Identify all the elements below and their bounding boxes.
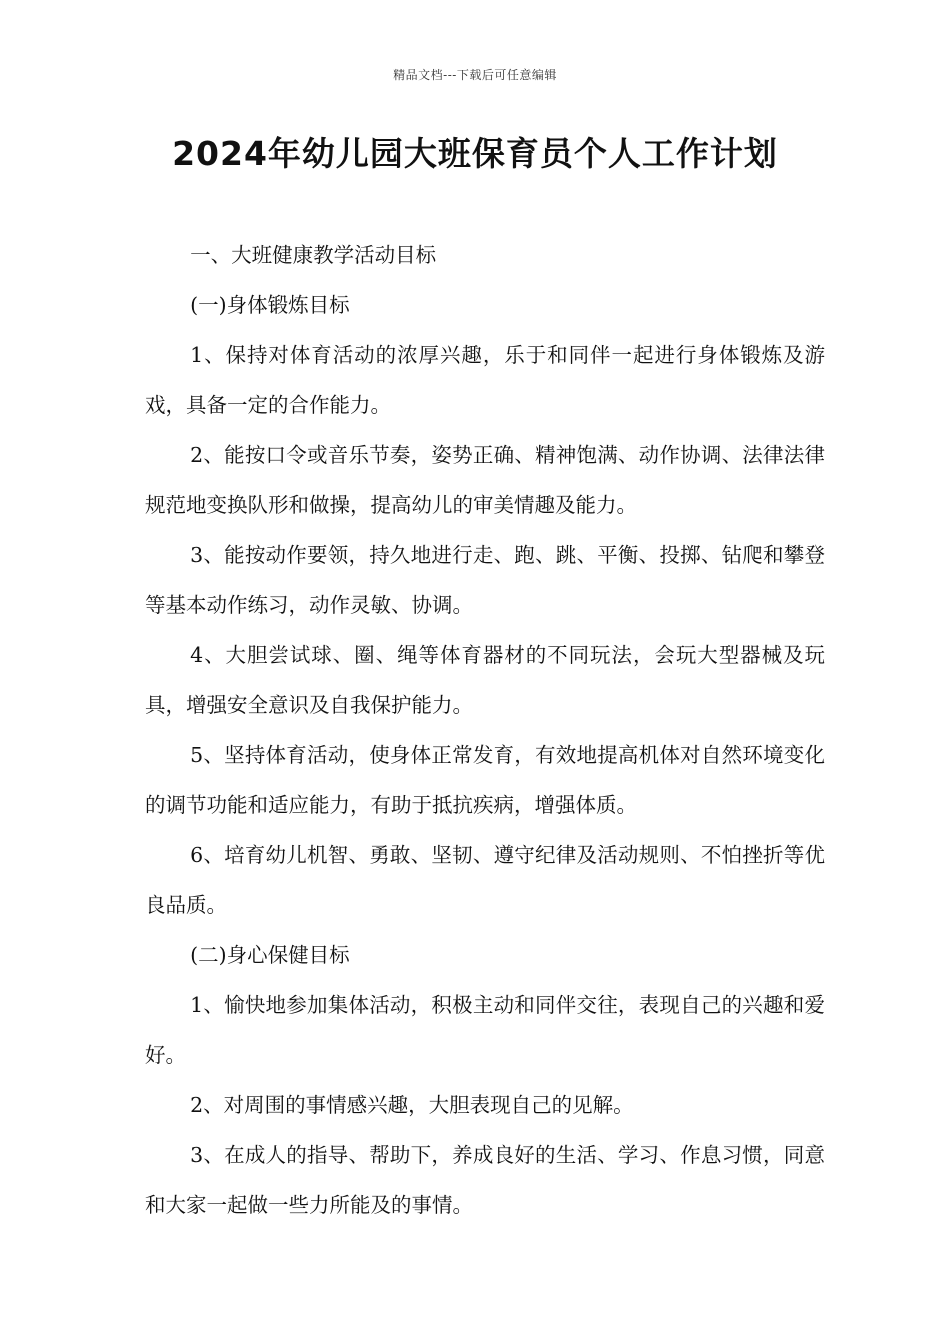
paragraph-9: 3、在成人的指导、帮助下，养成良好的生活、学习、作息习惯，同意和大家一起做一些力所能及的事情。 [145,1143,825,1217]
paragraph-2: 2、能按口令或音乐节奏，姿势正确、精神饱满、动作协调、法律法律规范地变换队形和做操，提高幼儿的审美情趣及能力。 [145,443,825,517]
section-heading-1: 一、大班健康教学活动目标 [190,243,437,267]
subsection-heading-physical: (一)身体锻炼目标 [190,293,350,317]
paragraph-1: 1、保持对体育活动的浓厚兴趣，乐于和同伴一起进行身体锻炼及游戏，具备一定的合作能力。 [145,343,825,417]
document-title: 2024年幼儿园大班保育员个人工作计划 [172,134,778,173]
subsection-heading-mental: (二)身心保健目标 [190,943,350,967]
paragraph-8: 2、对周围的事情感兴趣，大胆表现自己的见解。 [190,1093,634,1117]
paragraph-6: 6、培育幼儿机智、勇敢、坚韧、遵守纪律及活动规则、不怕挫折等优良品质。 [145,843,825,917]
header-note: 精品文档---下载后可任意编辑 [393,68,557,82]
document-body [145,230,825,1230]
paragraph-4: 4、大胆尝试球、圈、绳等体育器材的不同玩法，会玩大型器械及玩具，增强安全意识及自我保护能力。 [145,643,825,717]
paragraph-3: 3、能按动作要领，持久地进行走、跑、跳、平衡、投掷、钻爬和攀登等基本动作练习，动作灵敏、协调。 [145,543,825,617]
paragraph-5: 5、坚持体育活动，使身体正常发育，有效地提高机体对自然环境变化的调节功能和适应能力，有助于抵抗疾病，增强体质。 [145,743,825,817]
paragraph-7: 1、愉快地参加集体活动，积极主动和同伴交往，表现自己的兴趣和爱好。 [145,993,825,1067]
